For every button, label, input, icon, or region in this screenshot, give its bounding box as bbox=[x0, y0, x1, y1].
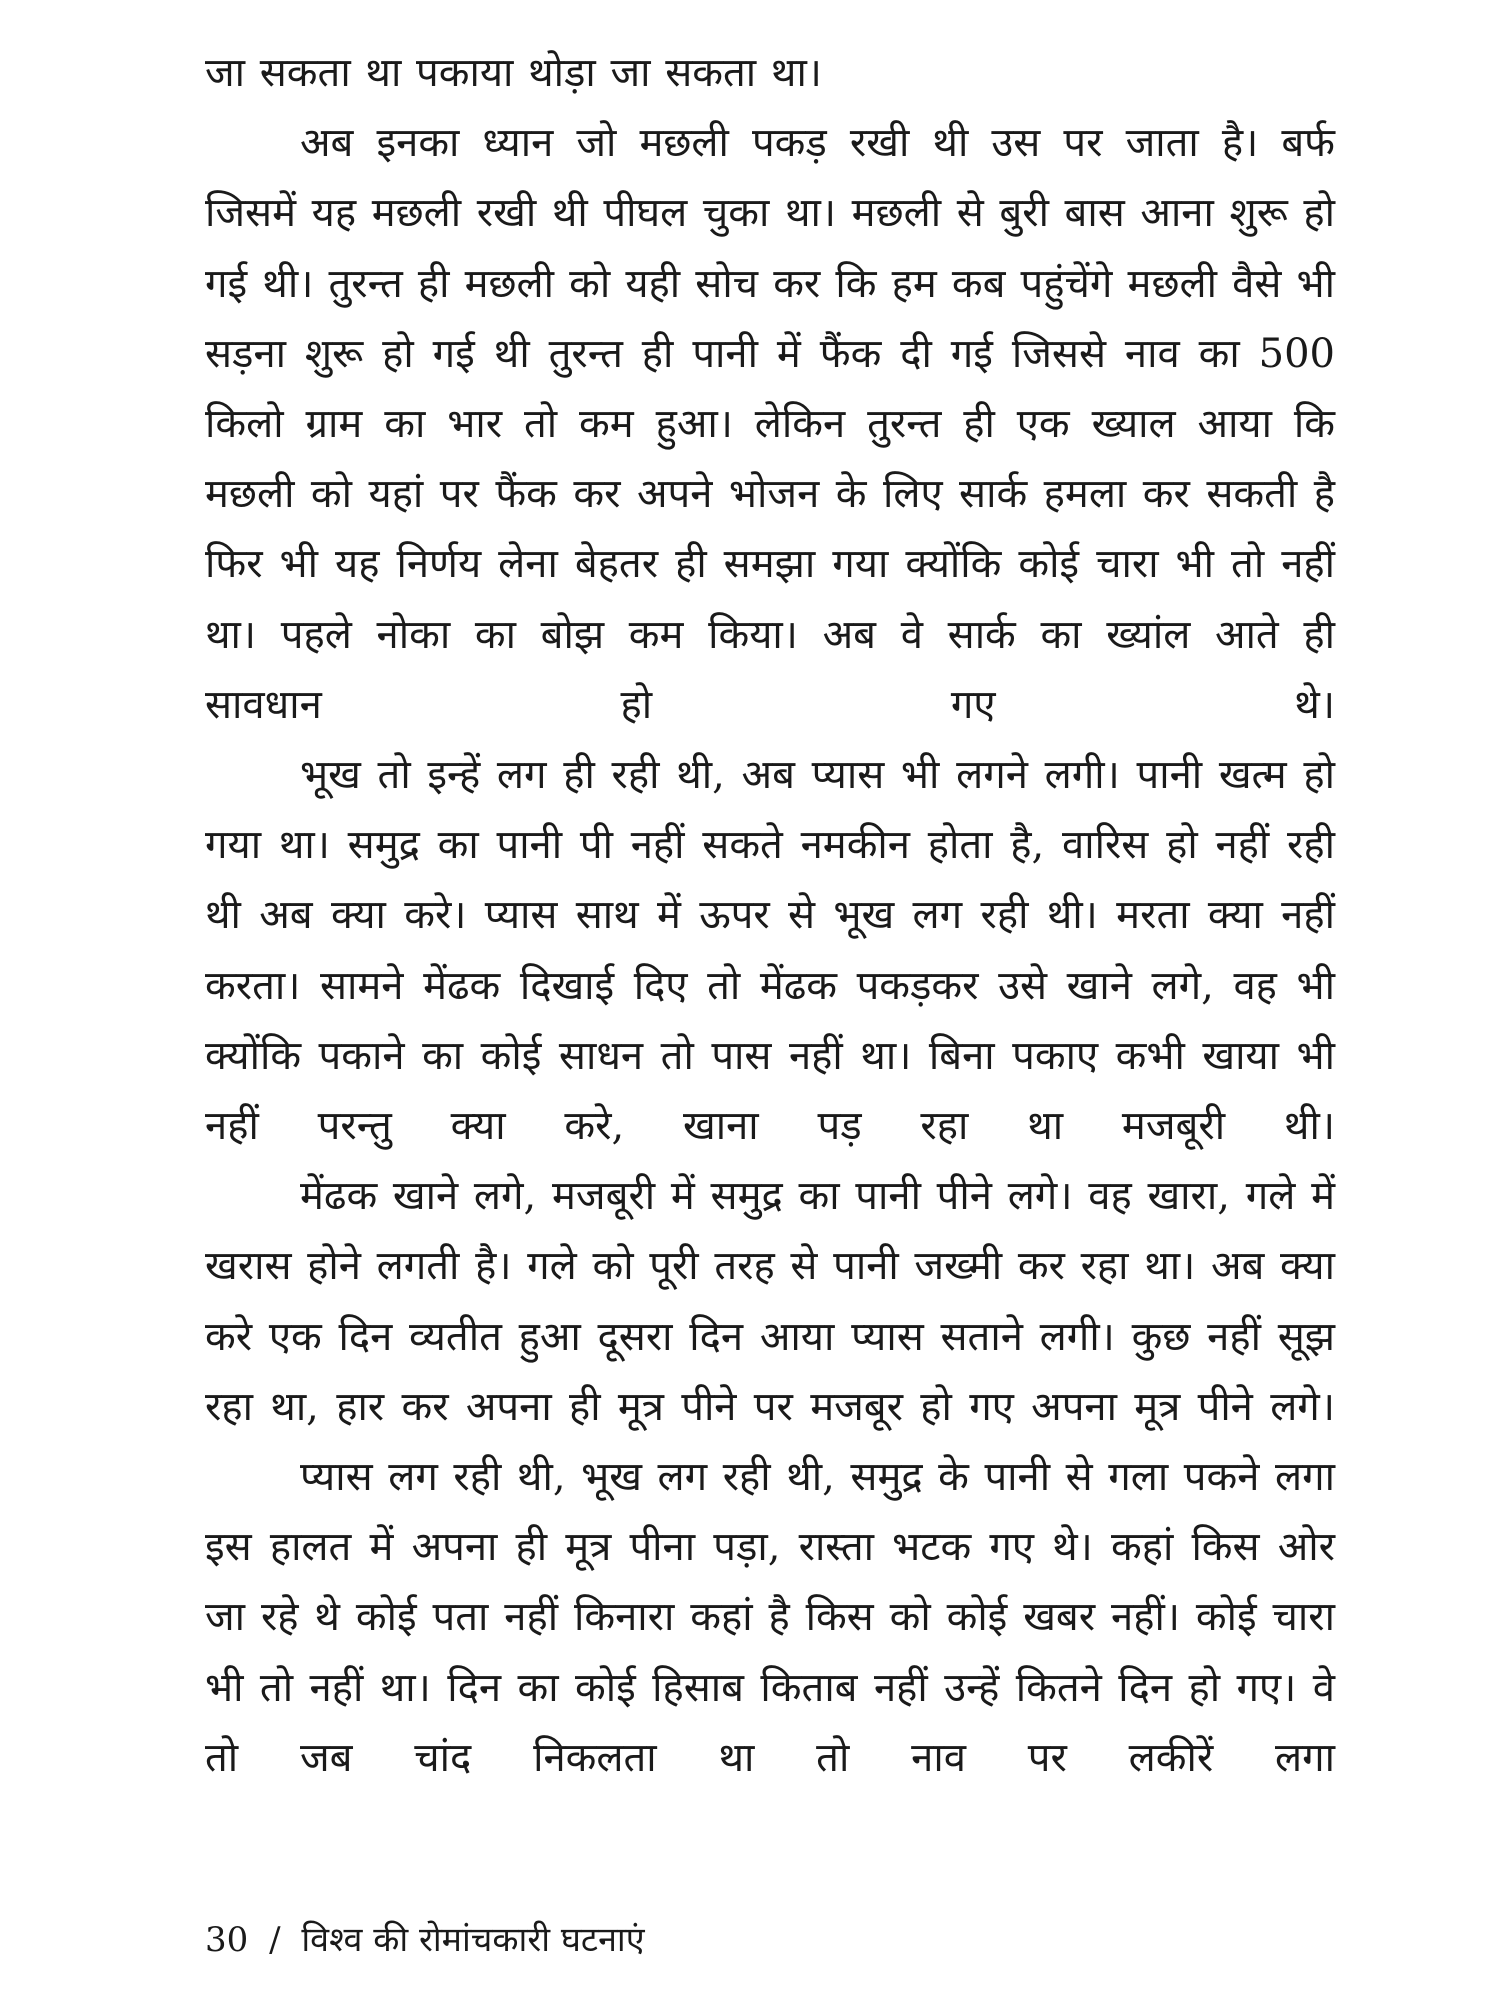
paragraph-4: प्यास लग रही थी, भूख लग रही थी, समुद्र के पानी से गला पकने लगा इस हालत में अपना ही मूत्र पीना पड़ा, रास्ता भटक गए थे। कहां किस ओर जा रहे थे कोई पता नहीं किनारा कहां है किस को कोई खबर नहीं। कोई चारा भी तो नहीं था। दिन का कोई हिसाब किताब नहीं उन्हें कितने दिन हो गए। वे तो जब चांद निकलता था तो नाव पर लकीरें लगा bbox=[205, 1454, 1335, 1781]
paragraph-2: भूख तो इन्हें लग ही रही थी, अब प्यास भी लगने लगी। पानी खत्म हो गया था। समुद्र का पानी पी नहीं सकते नमकीन होता है, वारिस हो नहीं रही थी अब क्या करे। प्यास साथ में ऊपर से भूख लग रही थी। मरता क्या नहीं करता। सामने मेंढक दिखाई दिए तो मेंढक पकड़कर उसे खाने लगे, वह भी क्योंकि पकाने का कोई साधन तो पास नहीं था। बिना पकाए कभी खाया भी नहीं परन्तु क्या करे, खाना पड़ रहा था मजबूरी थी। bbox=[205, 752, 1335, 1150]
page-number: 30 bbox=[205, 1920, 249, 1960]
paragraph-3: मेंढक खाने लगे, मजबूरी में समुद्र का पानी पीने लगे। वह खारा, गले में खरास होने लगती है। गले को पूरी तरह से पानी जख्मी कर रहा था। अब क्या करे एक दिन व्यतीत हुआ दूसरा दिन आया प्यास सताने लगी। कुछ नहीं सूझ रहा था, हार कर अपना ही मूत्र पीने पर मजबूर हो गए अपना मूत्र पीने लगे। bbox=[205, 1173, 1335, 1430]
book-page-body bbox=[205, 38, 1335, 1868]
opening-line: जा सकता था पकाया थोड़ा जा सकता था। bbox=[205, 50, 822, 96]
page-footer bbox=[205, 1918, 655, 1962]
paragraph-1: अब इनका ध्यान जो मछली पकड़ रखी थी उस पर जाता है। बर्फ जिसमें यह मछली रखी थी पीघल चुका था। मछली से बुरी बास आना शुरू हो गई थी। तुरन्त ही मछली को यही सोच कर कि हम कब पहुंचेंगे मछली वैसे भी सड़ना शुरू हो गई थी तुरन्त ही पानी में फैंक दी गई जिससे नाव का 500 किलो ग्राम का भार तो कम हुआ। लेकिन तुरन्त ही एक ख्याल आया कि मछली को यहां पर फैंक कर अपने भोजन के लिए सार्क हमला कर सकती है फिर भी यह निर्णय लेना बेहतर ही समझा गया क्योंकि कोई चारा भी तो नहीं था। पहले नोका का बोझ कम किया। अब वे सार्क का ख्यांल आते ही सावधान हो गए थे। bbox=[205, 120, 1336, 728]
book-title: विश्व की रोमांचकारी घटनाएं bbox=[301, 1920, 645, 1960]
footer-separator: / bbox=[269, 1920, 281, 1960]
